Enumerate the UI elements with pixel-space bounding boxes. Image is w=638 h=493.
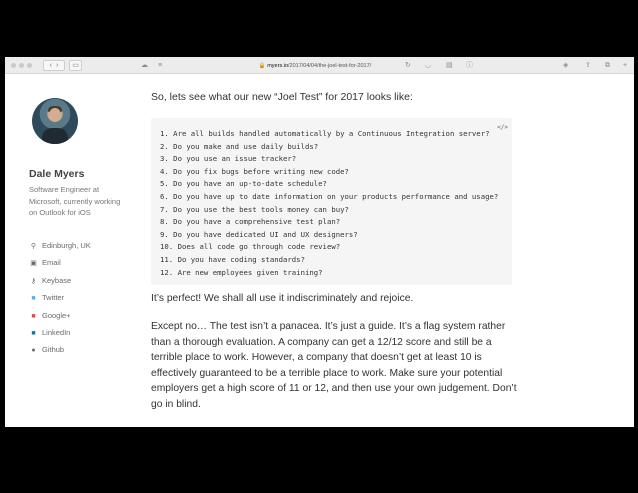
share-icon[interactable]: ⇪ bbox=[585, 62, 591, 69]
link-label[interactable]: Google+ bbox=[42, 310, 71, 320]
link-label[interactable]: Keybase bbox=[42, 275, 72, 285]
link-location bbox=[29, 241, 91, 258]
cloud-icon[interactable]: ☁ bbox=[141, 62, 148, 69]
close-window-button[interactable] bbox=[11, 63, 16, 68]
url-host: myers.io bbox=[267, 63, 288, 69]
author-name: Dale Myers bbox=[29, 168, 85, 180]
lock-icon: 🔒 bbox=[258, 63, 266, 69]
social-links bbox=[29, 241, 91, 363]
link-label[interactable]: Github bbox=[42, 345, 65, 355]
list-item: 8. Do you have a comprehensive test plan? bbox=[160, 217, 341, 227]
list-item: 1. Are all builds handled automatically by a Continuous Integration server? bbox=[160, 129, 490, 138]
link-google-plus[interactable] bbox=[29, 311, 91, 328]
github-icon: ● bbox=[31, 347, 36, 355]
author-bio: Software Engineer at Microsoft, currently working on Outlook for iOS bbox=[29, 185, 121, 217]
link-label[interactable]: Twitter bbox=[42, 293, 65, 303]
link-linkedin[interactable] bbox=[29, 328, 91, 345]
reload-icon[interactable]: ↻ bbox=[405, 62, 411, 69]
article-intro: So, lets see what our new “Joel Test” for 2017 looks like: bbox=[151, 91, 413, 103]
code-block bbox=[151, 118, 512, 285]
link-label: Edinburgh, UK bbox=[42, 241, 91, 250]
chevron-right-icon[interactable]: › bbox=[55, 62, 59, 69]
browser-toolbar bbox=[5, 57, 634, 74]
list-item: 7. Do you use the best tools money can buy? bbox=[160, 204, 349, 214]
browser-window bbox=[5, 57, 634, 427]
info-icon[interactable]: ⓘ bbox=[466, 62, 473, 69]
chevron-left-icon[interactable]: ‹ bbox=[49, 62, 53, 69]
extension-icon[interactable]: ▤ bbox=[446, 62, 453, 69]
list-item: 10. Does all code go through code review? bbox=[160, 242, 341, 252]
zoom-window-button[interactable] bbox=[27, 63, 32, 68]
new-tab-icon[interactable]: + bbox=[623, 62, 628, 69]
article-paragraph: It’s perfect! We shall all use it indiscriminately and rejoice. bbox=[151, 293, 414, 304]
list-item: 3. Do you use an issue tracker? bbox=[160, 154, 297, 164]
linkedin-icon: ■ bbox=[31, 329, 36, 337]
joel-test-list bbox=[160, 128, 498, 279]
link-label[interactable]: LinkedIn bbox=[42, 327, 71, 337]
list-item: 11. Do you have coding standards? bbox=[160, 254, 305, 264]
pocket-icon[interactable]: ◡ bbox=[425, 62, 432, 69]
author-sidebar bbox=[5, 74, 140, 427]
list-item: 5. Do you have an up-to-date schedule? bbox=[160, 179, 327, 189]
list-item: 4. Do you fix bugs before writing new code? bbox=[160, 166, 349, 176]
address-bar[interactable] bbox=[210, 61, 420, 71]
link-keybase[interactable] bbox=[29, 276, 91, 293]
link-email[interactable] bbox=[29, 258, 91, 275]
list-item: 2. Do you make and use daily builds? bbox=[160, 141, 319, 151]
back-forward-buttons[interactable] bbox=[43, 60, 65, 71]
avatar bbox=[32, 98, 78, 144]
list-item: 6. Do you have up to date information on your products performance and usage? bbox=[160, 191, 499, 201]
link-twitter[interactable] bbox=[29, 293, 91, 310]
email-icon: ▣ bbox=[30, 260, 37, 268]
link-label[interactable]: Email bbox=[42, 258, 61, 268]
list-item: 9. Do you have dedicated UI and UX designers? bbox=[160, 229, 358, 239]
url-path: /2017/04/04/the-joel-test-for-2017/ bbox=[288, 63, 372, 69]
sidebar-icon: ▭ bbox=[72, 62, 79, 69]
article-paragraph: Except no… The test isn’t a panacea. It’s just a guide. It’s a flag system rather than a thorough evaluation. A company can get a 12/12 score and still be a terrible place to work. However, a company that doesn’t get at least 10 is effectively guaranteed to be a terrible place to work. Make sure your potential employers get a high score of 11 or 12, and then use your own judgement. Don’t go in blind. bbox=[151, 321, 517, 410]
link-github[interactable] bbox=[29, 345, 91, 362]
shield-icon[interactable]: ◈ bbox=[563, 62, 569, 69]
minimize-window-button[interactable] bbox=[19, 63, 24, 68]
location-pin-icon: ⚲ bbox=[30, 243, 37, 250]
code-toggle-button[interactable]: </> bbox=[497, 124, 508, 131]
tabs-icon[interactable]: ⧉ bbox=[605, 62, 610, 69]
twitter-icon: ■ bbox=[31, 295, 36, 303]
reader-icon[interactable]: ≡ bbox=[158, 62, 163, 69]
key-icon: ⚷ bbox=[30, 277, 37, 285]
google-plus-icon: ■ bbox=[31, 312, 36, 320]
list-item: 12. Are new employees given training? bbox=[160, 267, 323, 277]
sidebar-toggle-button[interactable] bbox=[69, 60, 82, 71]
